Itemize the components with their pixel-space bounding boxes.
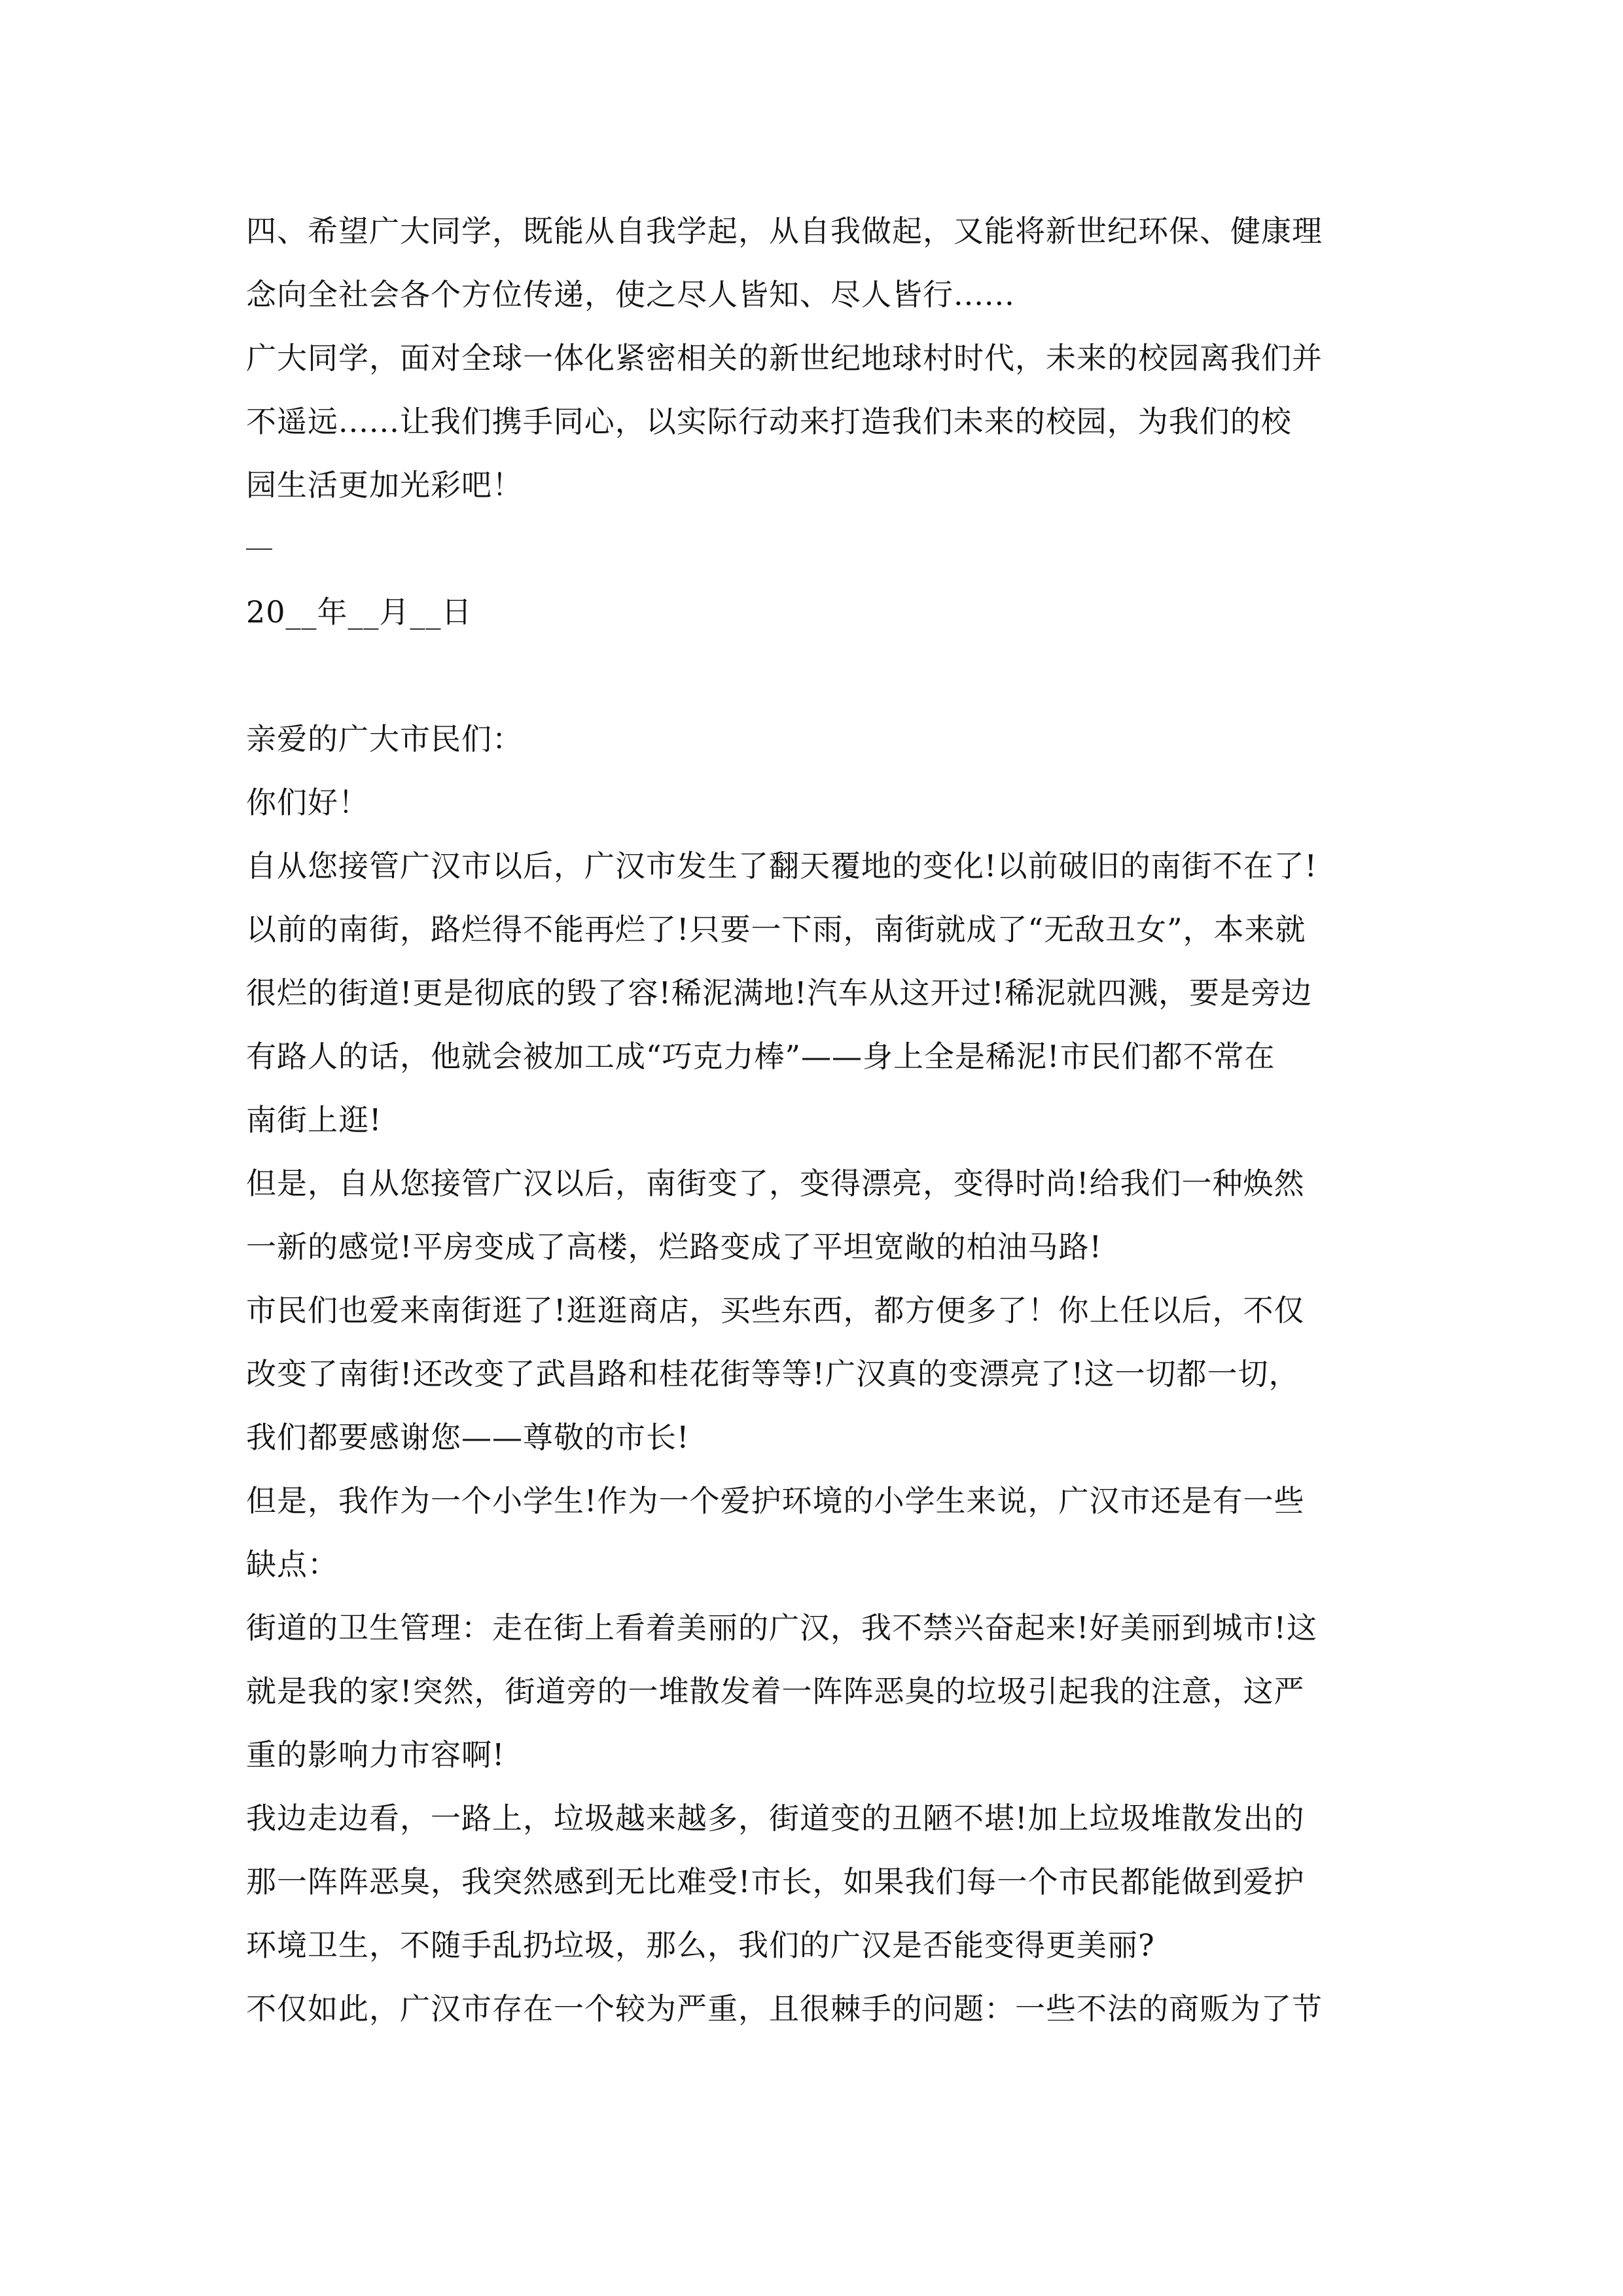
text-line: 环境卫生，不随手乱扔垃圾，那么，我们的广汉是否能变得更美丽? bbox=[246, 1928, 1155, 1963]
text-line: 改变了南街!还改变了武昌路和桂花街等等!广汉真的变漂亮了!这一切都一切， bbox=[246, 1356, 1300, 1391]
date-line: 20__年__月__日 bbox=[246, 594, 473, 630]
text-line: 以前的南街，路烂得不能再烂了!只要一下雨，南街就成了“无敌丑女”，本来就 bbox=[246, 912, 1306, 947]
text-line: 不仅如此，广汉市存在一个较为严重，且很棘手的问题：一些不法的商贩为了节 bbox=[246, 1991, 1323, 2026]
text-line: 我们都要感谢您——尊敬的市长! bbox=[246, 1420, 690, 1455]
text-line: 重的影响力市容啊! bbox=[246, 1737, 505, 1772]
text-line: 我边走边看，一路上，垃圾越来越多，街道变的丑陋不堪!加上垃圾堆散发出的 bbox=[246, 1801, 1305, 1836]
text-line: 自从您接管广汉市以后，广汉市发生了翻天覆地的变化!以前破旧的南街不在了! bbox=[246, 848, 1317, 884]
text-line: 园生活更加光彩吧！ bbox=[246, 467, 523, 503]
text-line: 缺点： bbox=[246, 1547, 338, 1582]
signature-line bbox=[246, 517, 1385, 581]
text-line: 一新的感觉!平房变成了高楼，烂路变成了平坦宽敞的柏油马路! bbox=[246, 1229, 1102, 1265]
signature-rule bbox=[246, 548, 272, 550]
text-line: 街道的卫生管理：走在街上看着美丽的广汉，我不禁兴奋起来!好美丽到城市!这 bbox=[246, 1610, 1317, 1645]
text-line: 很烂的街道!更是彻底的毁了容!稀泥满地!汽车从这开过!稀泥就四溅，要是旁边 bbox=[246, 975, 1312, 1011]
text-line: 那一阵阵恶臭，我突然感到无比难受!市长，如果我们每一个市民都能做到爱护 bbox=[246, 1864, 1305, 1899]
text-line: 但是，我作为一个小学生!作为一个爱护环境的小学生来说，广汉市还是有一些 bbox=[246, 1483, 1305, 1518]
document-page bbox=[246, 200, 1385, 2041]
text-line: 四、希望广大同学，既能从自我学起，从自我做起，又能将新世纪环保、健康理 bbox=[246, 213, 1323, 249]
greeting: 你们好！ bbox=[246, 785, 369, 820]
text-line: 广大同学，面对全球一体化紧密相关的新世纪地球村时代，未来的校园离我们并 bbox=[246, 340, 1323, 376]
text-line: 有路人的话，他就会被加工成“巧克力棒”——身上全是稀泥!市民们都不常在 bbox=[246, 1039, 1275, 1074]
text-line: 但是，自从您接管广汉以后，南街变了，变得漂亮，变得时尚!给我们一种焕然 bbox=[246, 1166, 1305, 1201]
section-gap bbox=[246, 644, 1385, 708]
salutation: 亲爱的广大市民们： bbox=[246, 721, 523, 757]
text-line: 念向全社会各个方位传递，使之尽人皆知、尽人皆行...... bbox=[246, 277, 1015, 312]
text-line: 就是我的家!突然，街道旁的一堆散发着一阵阵恶臭的垃圾引起我的注意，这严 bbox=[246, 1674, 1305, 1709]
text-line: 不遥远......让我们携手同心，以实际行动来打造我们未来的校园，为我们的校 bbox=[246, 404, 1292, 439]
text-line: 市民们也爱来南街逛了!逛逛商店，买些东西，都方便多了！你上任以后，不仅 bbox=[246, 1293, 1305, 1328]
text-line: 南街上逛! bbox=[246, 1102, 382, 1138]
